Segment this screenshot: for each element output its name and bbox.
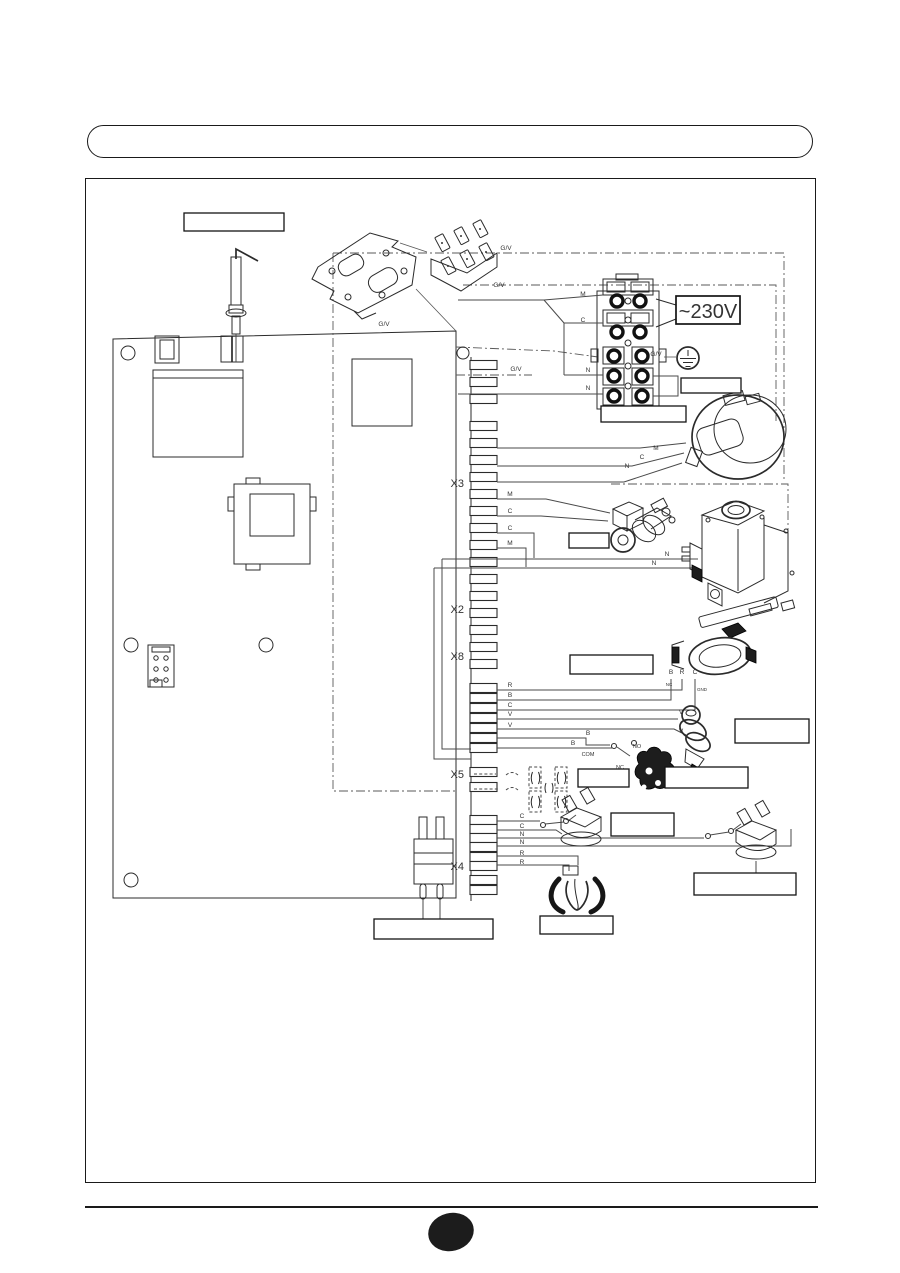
wire-label: N [585,367,591,374]
label-box-dhw-sensor [540,916,613,934]
connector-label-x2: X2 [450,604,464,616]
contact-label: GND [697,687,707,692]
wire-label: V [678,709,684,716]
mains-terminal-block [591,274,678,409]
air-pressure-switch [672,596,795,678]
gv-label: G/V [650,351,662,358]
connector-label-x5: X5 [450,769,464,781]
mounting-bracket [312,233,456,331]
contact-label: COM [581,752,595,758]
gv-label: G/V [510,366,522,373]
label-box-igniter [374,919,493,939]
label-box-thermostat [611,813,674,836]
wire-label: V [507,722,513,729]
label-box-pressure-switch [570,655,653,674]
wire-label: N [519,839,525,846]
board-relay [228,478,316,570]
wire-label: R [519,850,525,857]
connector-label-x4: X4 [450,861,464,873]
label-box-mains [601,406,686,422]
wire-label: C [692,669,698,676]
voltage-label: ~230V [678,301,738,323]
board-edge-connector-strip [457,347,497,901]
wire-label: B [570,740,576,747]
label-box-electrode [184,213,284,231]
label-box-pump [569,533,609,548]
wire-label: N [585,385,591,392]
wire-label: C [519,813,525,820]
label-box-microswitch [665,767,748,788]
gv-label: G/V [500,245,512,252]
connector-label-x3: X3 [450,478,464,490]
wire-label: B [507,692,513,699]
wire-label: M [507,491,513,498]
label-box-probe [735,719,809,743]
wire-label: R [507,682,513,689]
earth-ground-icon [664,347,699,369]
gv-label: G/V [493,282,505,289]
wire-label: M [507,540,513,547]
footer-divider [85,1206,818,1208]
wire-label: C [507,508,513,515]
wire-label: B [668,669,674,676]
wire-label: M [653,445,659,452]
fan [686,391,786,479]
board-square-component [352,359,412,426]
wire-label: C [580,317,586,324]
wire-label: C [507,525,513,532]
dhw-sensor [551,866,603,912]
spade-terminal-block [431,220,497,291]
gas-valve [682,501,794,606]
control-board [113,331,456,898]
pump [611,498,675,552]
wire-label: N [519,831,525,838]
wire-label: R [519,859,525,866]
ignition-electrode [226,249,258,362]
wire-label: N [624,463,630,470]
jumper-links [529,767,567,812]
label-box-safety-thermostat [694,873,796,895]
wire-label: V [678,728,684,735]
wire-label: C [507,702,513,709]
wire-label: B [585,730,591,737]
board-transformer [153,370,243,457]
wiring-diagram-frame [85,178,816,1183]
ntc-probe [676,706,713,777]
wire-label: C [519,823,525,830]
wire-label: R [679,669,685,676]
wire-label: M [580,291,586,298]
wire-label: N [664,551,670,558]
wire-label: C [639,454,645,461]
label-box-jumpers [578,769,629,787]
contact-label: NO [632,744,642,750]
connector-label-x8: X8 [450,651,464,663]
contact-label: NC [665,682,673,687]
ignition-transformer [414,817,453,899]
wire-label: V [507,711,513,718]
label-box-fan [681,378,741,393]
safety-thermostat [736,800,776,859]
gv-label: G/V [378,321,390,328]
wiring-diagram [86,179,815,1182]
page-number-dot [424,1208,478,1256]
wire-label: N [651,560,657,567]
section-title-banner [87,125,813,158]
board-connector [148,645,174,687]
contact-label: NC [616,765,624,771]
